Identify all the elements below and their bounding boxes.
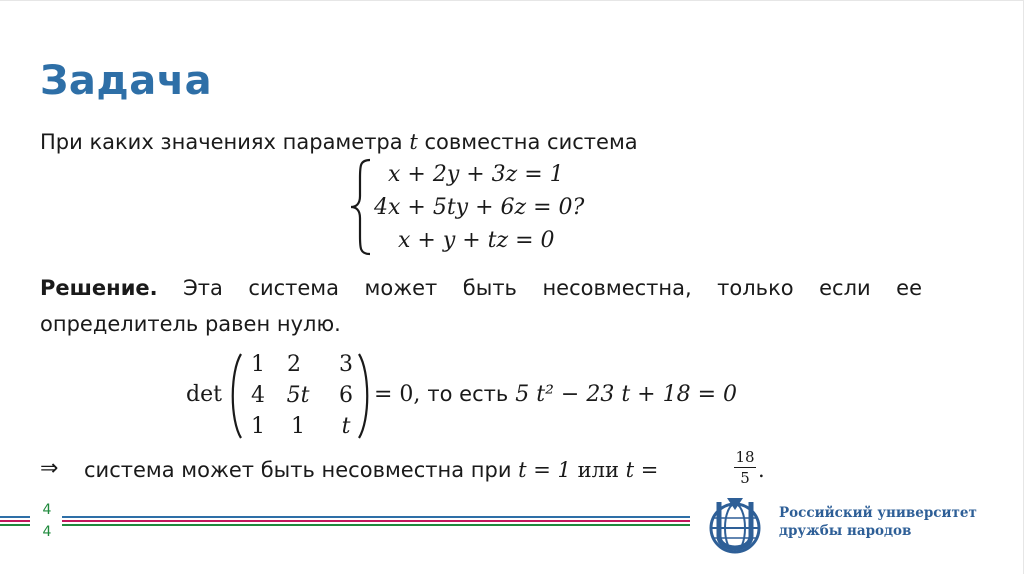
page-number-top: 4 bbox=[42, 502, 52, 518]
right-paren-icon bbox=[356, 352, 374, 440]
conclusion-text: система может быть несовместна при bbox=[84, 458, 512, 482]
solution-text-1: Эта система может быть несовместна, только если ее bbox=[183, 276, 922, 300]
solution-line-1 bbox=[40, 270, 922, 306]
fraction-bar bbox=[734, 467, 756, 468]
implies-arrow-icon: ⇒ bbox=[40, 456, 59, 481]
problem-param: t bbox=[409, 130, 418, 154]
solution-paragraph bbox=[40, 270, 922, 342]
system-equation-3: x + y + tz = 0 bbox=[398, 228, 555, 253]
matrix-cell-r3c2: 1 bbox=[291, 414, 305, 439]
system-equation-1: x + 2y + 3z = 1 bbox=[388, 162, 564, 187]
university-name bbox=[779, 504, 999, 540]
fraction-18-5 bbox=[734, 448, 756, 487]
determinant-equation bbox=[186, 352, 806, 442]
condition-2-lhs: t = bbox=[625, 458, 659, 482]
system-equation-2: 4x + 5ty + 6z = 0? bbox=[374, 195, 585, 220]
det-that-is: то есть bbox=[427, 382, 509, 406]
condition-1: t = 1 bbox=[518, 458, 571, 482]
university-name-line-2: дружбы народов bbox=[779, 523, 912, 539]
matrix-cell-r1c2: 2 bbox=[287, 352, 301, 377]
quadratic-equation: 5 t² − 23 t + 18 = 0 bbox=[515, 382, 737, 407]
det-label: det bbox=[186, 382, 222, 407]
matrix-cell-r3c3: t bbox=[341, 414, 351, 439]
det-result bbox=[374, 382, 737, 407]
matrix-cell-r1c1: 1 bbox=[251, 352, 265, 377]
problem-prefix: При каких значениях параметра bbox=[40, 130, 403, 154]
page-number-bottom: 4 bbox=[42, 524, 52, 540]
problem-statement bbox=[40, 130, 638, 154]
conclusion-line bbox=[40, 448, 800, 498]
slide-title: Задача bbox=[40, 58, 213, 104]
conclusion-text-block bbox=[84, 458, 658, 482]
decorative-stripes bbox=[0, 516, 690, 528]
matrix-cell-r2c3: 6 bbox=[339, 383, 353, 408]
left-brace-icon bbox=[348, 158, 374, 256]
globe-emblem-icon bbox=[705, 496, 769, 556]
problem-suffix: совместна система bbox=[424, 130, 638, 154]
matrix-cell-r2c1: 4 bbox=[251, 383, 265, 408]
fraction-numerator: 18 bbox=[735, 448, 755, 466]
matrix-cell-r3c1: 1 bbox=[251, 414, 265, 439]
matrix-cell-r1c3: 3 bbox=[339, 352, 353, 377]
solution-label: Решение. bbox=[40, 276, 158, 300]
conclusion-or: или bbox=[577, 458, 619, 482]
university-logo bbox=[705, 496, 995, 556]
fraction-denominator: 5 bbox=[740, 469, 750, 487]
conclusion-period: . bbox=[758, 458, 765, 482]
solution-text-2: определитель равен нулю. bbox=[40, 312, 341, 336]
frame-top-border bbox=[0, 0, 1024, 1]
university-name-line-1: Российский университет bbox=[779, 505, 977, 521]
matrix-cell-r2c2: 5t bbox=[286, 383, 310, 408]
det-equals: = 0, bbox=[374, 382, 421, 407]
